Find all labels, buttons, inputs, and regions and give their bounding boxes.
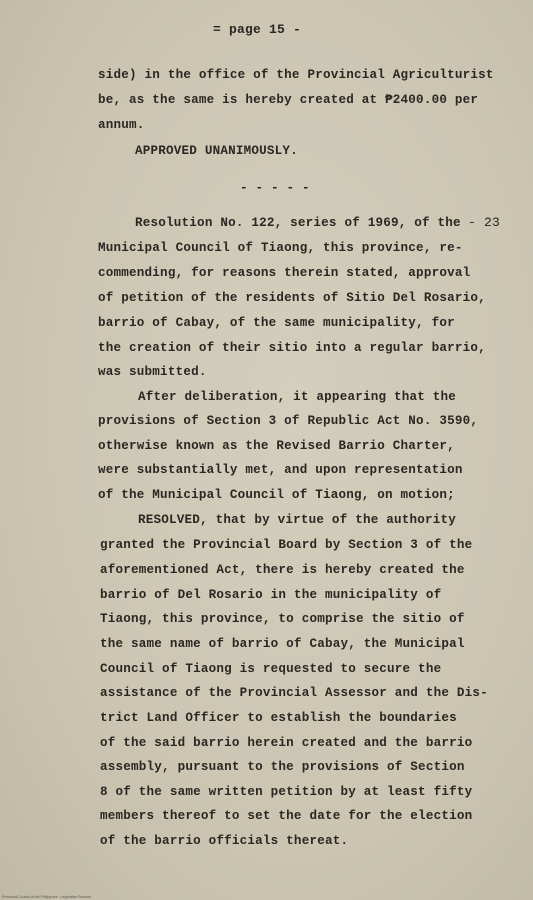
separator: - - - - - — [240, 181, 310, 195]
text-line: otherwise known as the Revised Barrio Charter, — [98, 439, 455, 453]
text-line: of petition of the residents of Sitio Del Rosario, — [98, 291, 486, 305]
text-line: members thereof to set the date for the election — [100, 809, 473, 823]
text-line: assembly, pursuant to the provisions of Section — [100, 760, 465, 774]
text-line: were substantially met, and upon representation — [98, 463, 463, 477]
text-line: aforementioned Act, there is hereby created the — [100, 563, 465, 577]
text-line: trict Land Officer to establish the boundaries — [100, 711, 457, 725]
text-line: be, as the same is hereby created at ₱2400.00 per — [98, 93, 479, 107]
text-line: was submitted. — [98, 365, 207, 379]
text-line: Resolution No. 122, series of 1969, of the — [135, 216, 461, 230]
text-line: Council of Tiaong is requested to secure the — [100, 662, 442, 676]
scan-footer: Provincial Council of the Philippines · Legislative Records — [2, 895, 92, 899]
text-line: of the barrio officials thereat. — [100, 834, 349, 848]
text-line: side) in the office of the Provincial Agriculturist — [98, 68, 494, 82]
text-line: commending, for reasons therein stated, approval — [98, 266, 471, 280]
approval-line: APPROVED UNANIMOUSLY. — [135, 144, 298, 158]
text-line: assistance of the Provincial Assessor and the Dis- — [100, 686, 488, 700]
text-line: the creation of their sitio into a regular barrio, — [98, 341, 486, 355]
text-line: granted the Provincial Board by Section 3 of the — [100, 538, 473, 552]
text-line: 8 of the same written petition by at least fifty — [100, 785, 473, 799]
text-line: barrio of Cabay, of the same municipality, for — [98, 316, 455, 330]
text-line: Tiaong, this province, to comprise the sitio of — [100, 612, 465, 626]
text-line: barrio of Del Rosario in the municipality of — [100, 588, 442, 602]
page-header: = page 15 - — [213, 22, 302, 37]
text-line: Municipal Council of Tiaong, this province, re- — [98, 241, 463, 255]
text-line: RESOLVED, that by virtue of the authority — [138, 513, 457, 527]
margin-number: - 23 — [468, 215, 501, 230]
text-line: the same name of barrio of Cabay, the Municipal — [100, 637, 465, 651]
text-line: of the Municipal Council of Tiaong, on motion; — [98, 488, 455, 502]
text-line: After deliberation, it appearing that the — [138, 390, 457, 404]
text-line: provisions of Section 3 of Republic Act No. 3590, — [98, 414, 479, 428]
text-line: annum. — [98, 118, 145, 132]
text-line: of the said barrio herein created and the barrio — [100, 736, 473, 750]
